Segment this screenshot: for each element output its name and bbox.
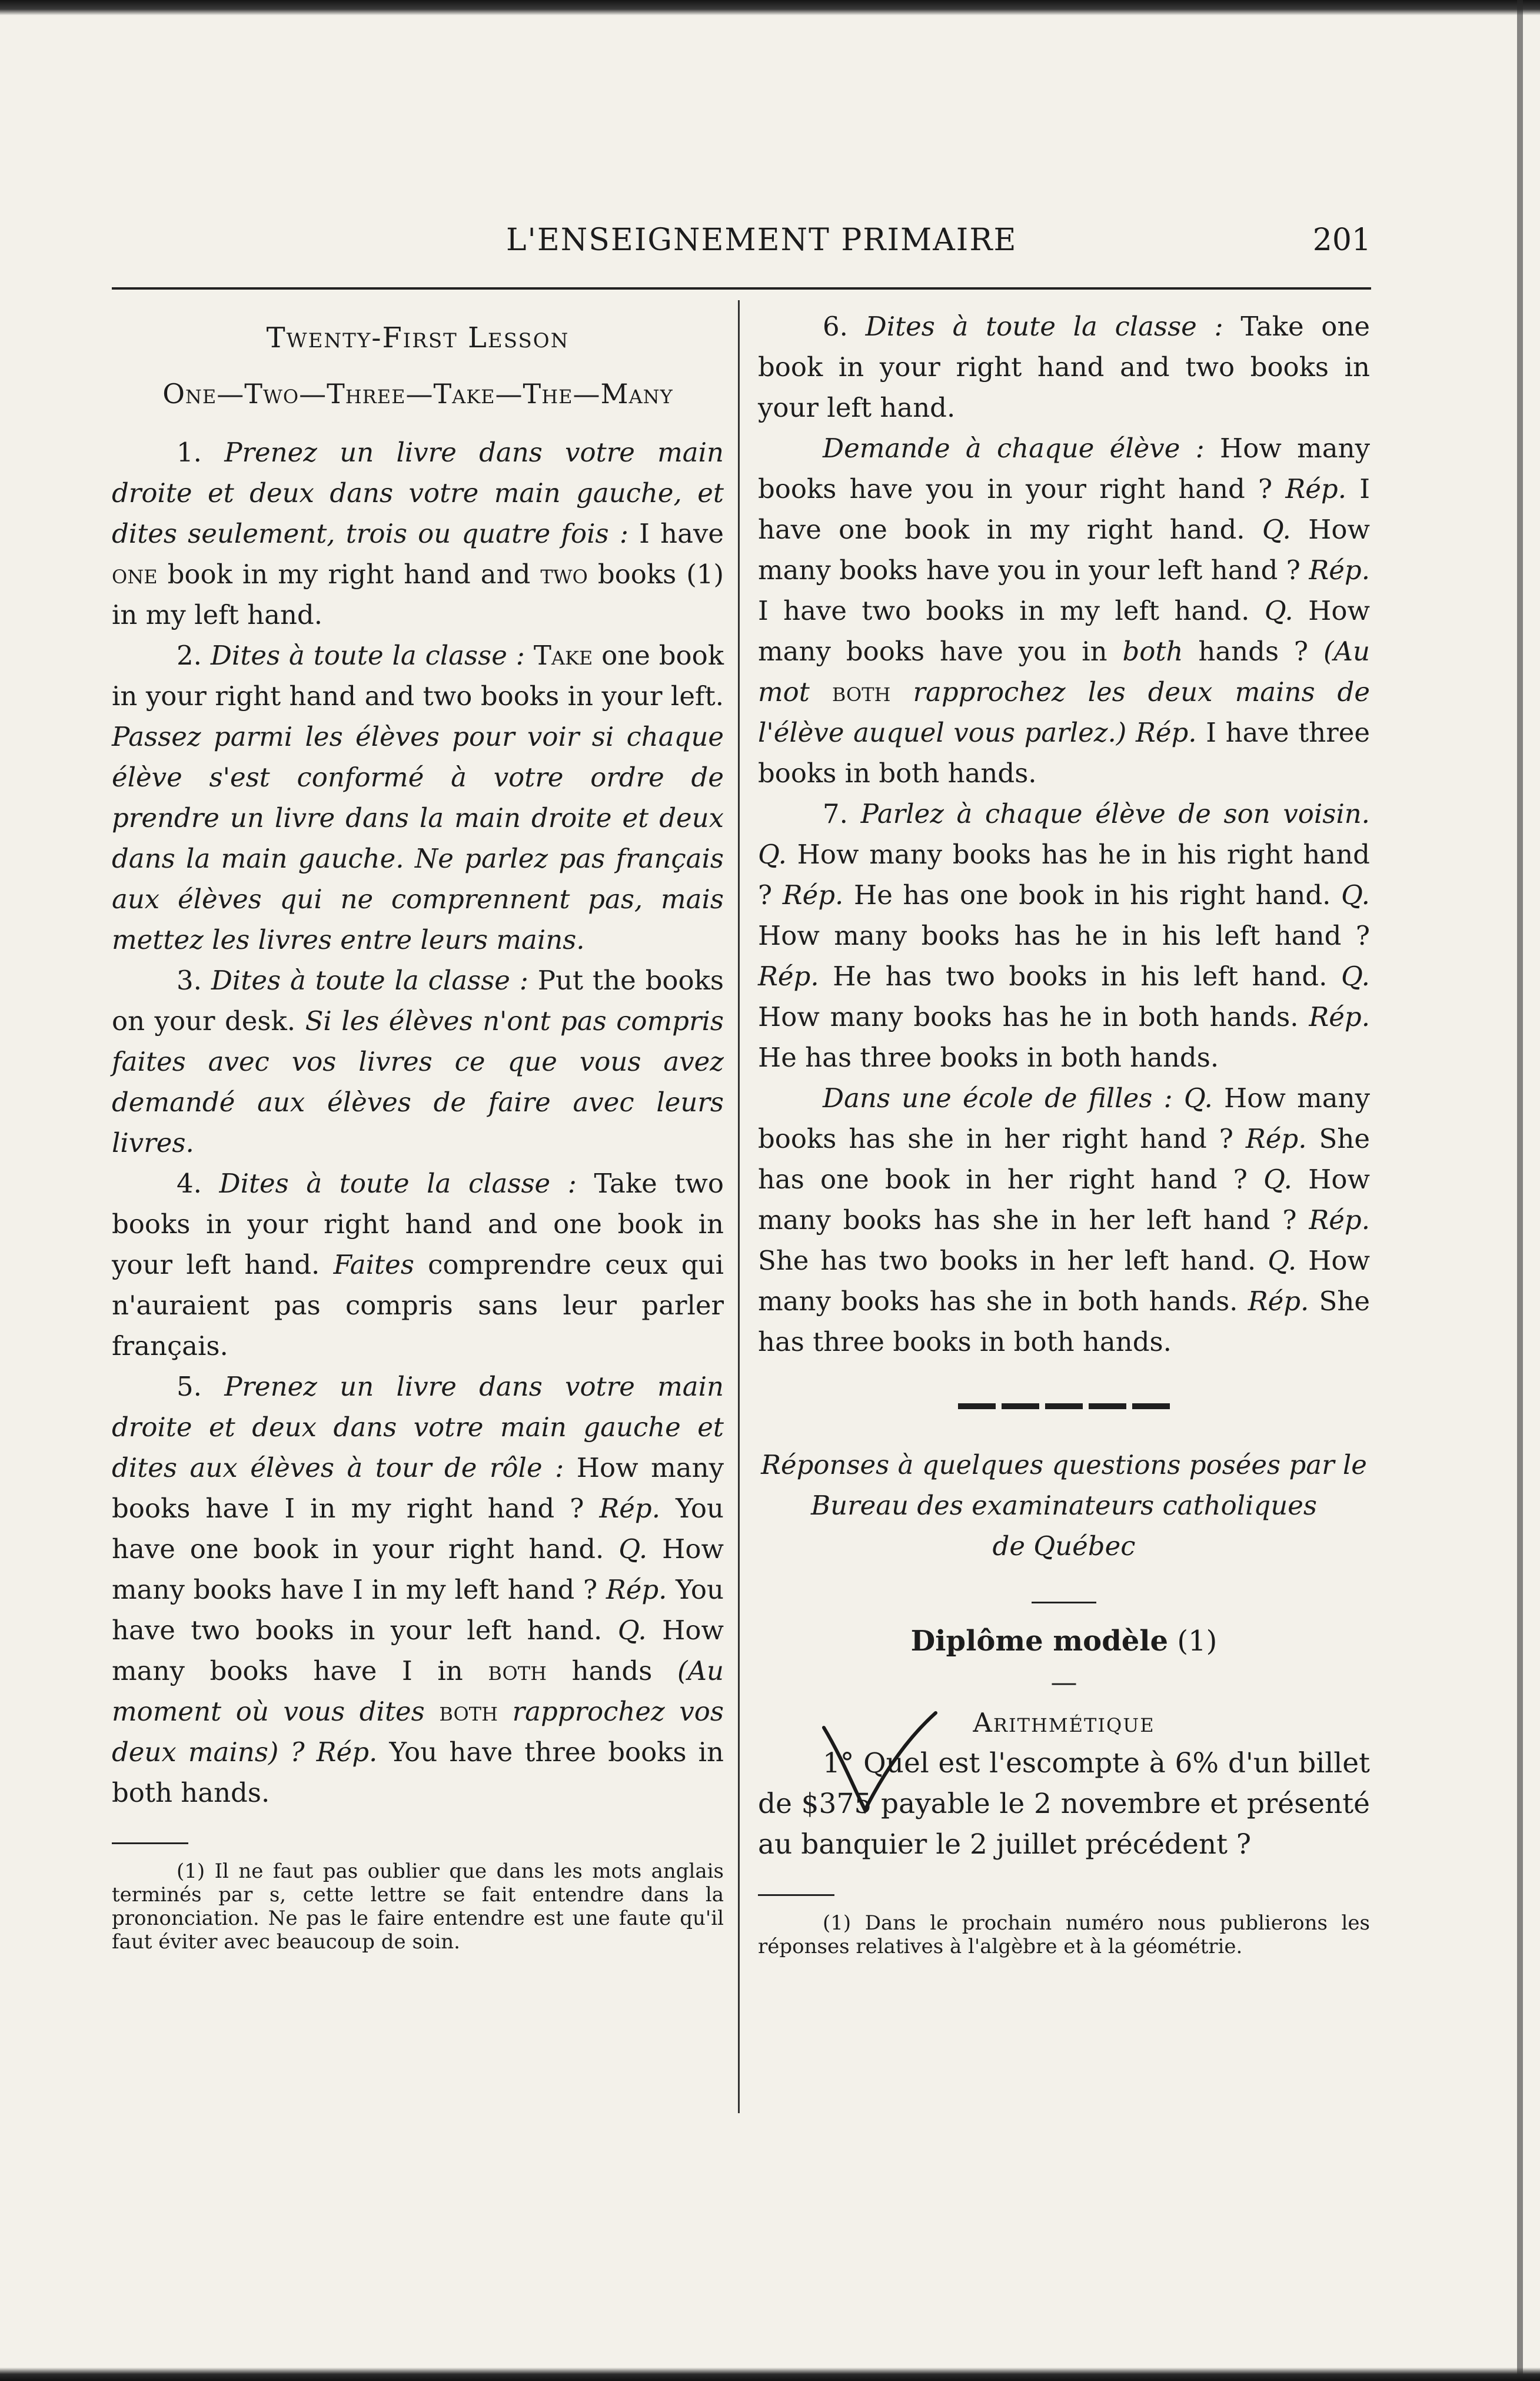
running-title: L'ENSEIGNEMENT PRIMAIRE (506, 223, 1017, 258)
paragraph-2: 2. Dites à toute la classe : Take one book in your right hand and two books in your left. Passez parmi les élèves pour voir si chaque élève s'est conformé à votre ordre de prendre un livre dans la main droite et deux dans la main gauche. Ne parlez pas français aux élèves qui ne comprennent pas, mais mettez les livres entre leurs mains. (112, 640, 724, 955)
paragraph-5: 5. Prenez un livre dans votre main droite et deux dans votre main gauche et dites aux élèves à tour de rôle : How many books have I in my right hand ? Rép. You have one book in your right hand. Q. How many books have I in my left hand ? Rép. You have two books in your left hand. Q. How many books have I in both hands (Au moment où vous dites both rapprochez vos deux mains) ? Rép. You have three books in both hands. (112, 1371, 724, 1808)
answers-heading-2: Bureau des examinateurs catholiques (811, 1490, 1317, 1521)
paragraph-6: 6. Dites à toute la classe : Take one book in your right hand and two books in your left hand. (758, 311, 1370, 423)
paragraph-4: 4. Dites à toute la classe : Take two books in your right hand and one book in your left hand. Faites comprendre ceux qui n'auraient pas compris sans leur parler français. (112, 1168, 724, 1361)
handwritten-check-mark (818, 1710, 953, 1816)
paragraph-1: 1. Prenez un livre dans votre main droite et deux dans votre main gauche, et dites seulement, trois ou quatre fois : I have one book in my right hand and two books (1) in my left hand. (112, 437, 724, 630)
page-number: 201 (1312, 223, 1371, 258)
dash-separator: — (1050, 1666, 1077, 1698)
paragraph-7: 7. Parlez à chaque élève de son voisin. Q. How many books has he in his right hand ? Rép. He has one book in his right hand. Q. How many books has he in his left hand ? Rép. He has two books in his left hand. Q. How many books has he in both hands. Rép. He has three books in both hands. (758, 798, 1370, 1073)
footnote-left: (1) Il ne faut pas oublier que dans les mots anglais terminés par s, cette lettre se fait entendre dans la prononciation. Ne pas le faire entendre est une faute qu'il faut éviter avec beaucoup de soin. (112, 1859, 724, 1954)
arithmetic-heading: Arithmétique (973, 1707, 1155, 1738)
scan-edge-right (1517, 0, 1523, 2381)
scan-edge-bottom (0, 2367, 1540, 2381)
left-column (112, 306, 724, 1954)
header-rule (112, 287, 1371, 290)
column-divider (738, 300, 740, 2113)
paragraph-3: 3. Dites à toute la classe : Put the books on your desk. Si les élèves n'ont pas compris faites avec vos livres ce que vous avez demandé aux élèves de faire avec leurs livres. (112, 965, 724, 1158)
lesson-title: Twenty-First Lesson (266, 321, 570, 354)
lesson-subtitle: One—Two—Three—Take—The—Many (162, 378, 673, 410)
diplome-heading: Diplôme modèle (1) (910, 1625, 1218, 1658)
footnote-right: (1) Dans le prochain numéro nous publierons les réponses relatives à l'algèbre et à la géométrie. (758, 1911, 1370, 1958)
running-head (112, 223, 1371, 270)
paragraph-6b: Demande à chaque élève : How many books have you in your right hand ? Rép. I have one book in my right hand. Q. How many books have you in your left hand ? Rép. I have two books in my left hand. Q. How many books have you in both hands ? (Au mot both rapprochez les deux mains de l'élève auquel vous parlez.) Rép. I have three books in both hands. (758, 433, 1371, 789)
answers-heading-3: de Québec (992, 1530, 1136, 1562)
question-1: 1° Quel est l'escompte à 6% d'un billet de $375 payable le 2 novembre et présenté au banquier le 2 juillet précédent ? (758, 1747, 1370, 1861)
paragraph-8: Dans une école de filles : Q. How many books has she in her right hand ? Rép. She has one book in her right hand ? Q. How many books has she in her left hand ? Rép. She has two books in her left hand. Q. How many books has she in both hands. Rép. She has three books in both hands. (758, 1082, 1370, 1357)
section-ornament (958, 1403, 1170, 1409)
footnote-rule-right (758, 1894, 834, 1896)
short-rule (1032, 1602, 1096, 1603)
answers-heading-1: Réponses à quelques questions posées par le (761, 1449, 1367, 1480)
footnote-rule (112, 1842, 188, 1844)
scan-edge-top (0, 0, 1540, 15)
